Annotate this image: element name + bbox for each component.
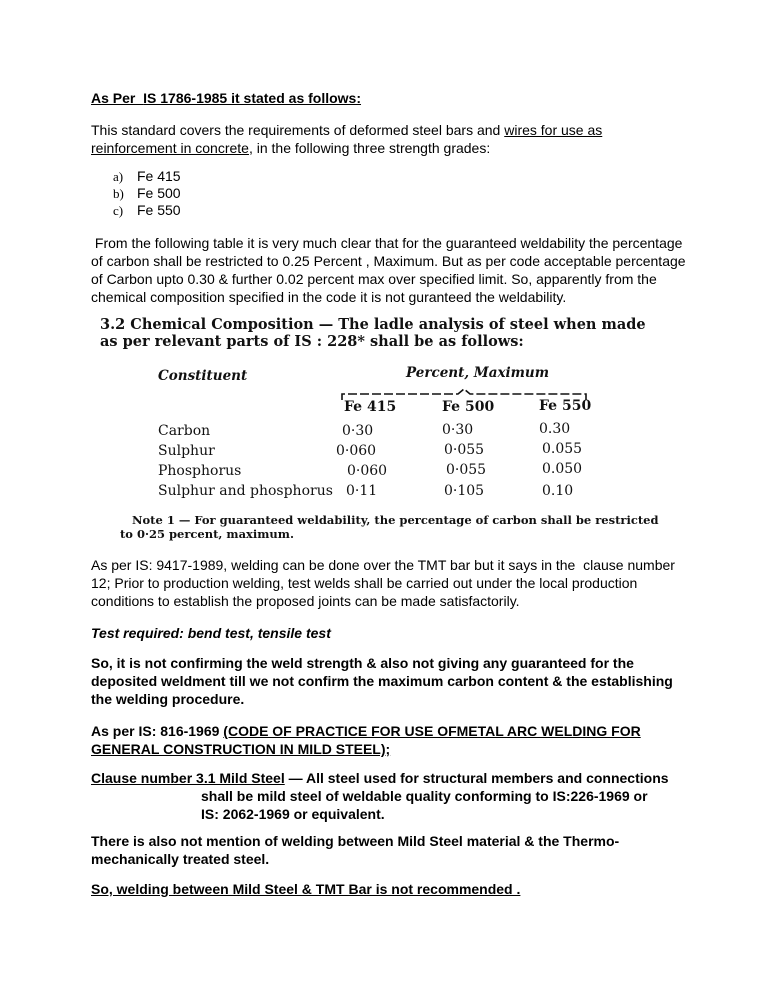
grade-label: Fe 550: [137, 202, 181, 218]
is816-prefix: As per IS: 816-1969: [91, 723, 224, 739]
text-line: conditions to establish the proposed joints can be made satisfactorily.: [91, 593, 520, 609]
intro-paragraph: [91, 121, 711, 157]
column-header-constituent: Constituent: [158, 368, 248, 384]
heading-standard: IS 1786-1985 it stated as follows:: [143, 90, 362, 106]
table-cell: 0·105: [444, 483, 485, 499]
heading-prefix: As Per: [91, 90, 144, 106]
clause-label: Clause number 3.1 Mild Steel: [91, 770, 285, 786]
constituent-name: Carbon: [158, 423, 211, 439]
constituent-name: Phosphorus: [158, 463, 242, 479]
table-cell: 0·060: [336, 443, 377, 459]
table-note: Note 1 — For guaranteed weldability, the percentage of carbon shall be restricted: [132, 513, 659, 527]
list-marker: c): [113, 203, 124, 218]
text-line: There is also not mention of welding between Mild Steel material & the Thermo-: [91, 833, 620, 849]
final-statement: So, welding between Mild Steel & TMT Bar is not recommended .: [91, 881, 521, 897]
list-marker: a): [113, 169, 124, 184]
no-mention-paragraph: [91, 832, 711, 868]
text-line: chemical composition specified in the code it is not guranteed the weldability.: [91, 289, 567, 305]
conclusion-paragraph: [91, 654, 711, 708]
table-cell: 0.050: [542, 461, 583, 477]
text-line: As per IS: 9417-1989, welding can be done over the TMT bar but it says in the clause number: [91, 557, 675, 573]
clause-text-2: shall be mild steel of weldable quality conforming to IS:226-1969 or: [201, 788, 648, 804]
is9417-paragraph: [91, 556, 711, 610]
table-note-line2: to 0·25 percent, maximum.: [120, 527, 294, 541]
text-line: the welding procedure.: [91, 691, 245, 707]
table-cell: 0·11: [346, 483, 378, 499]
table-title-rest: — The ladle analysis of steel when made: [313, 316, 646, 333]
table-title: [100, 316, 646, 334]
clause-text-1: — All steel used for structural members and connections: [284, 770, 669, 786]
intro-link-2: reinforcement in concrete: [91, 140, 249, 156]
constituent-name: Sulphur and phosphorus: [158, 483, 333, 499]
table-cell: 0.30: [539, 421, 571, 437]
intro-text-2: , in the following three strength grades:: [248, 140, 491, 156]
is816-paragraph: [91, 722, 711, 758]
text-line: 12; Prior to production welding, test welds shall be carried out under the local production: [91, 575, 638, 591]
list-item: [113, 202, 181, 219]
text-line: of carbon shall be restricted to 0.25 Percent , Maximum. But as per code acceptable percentage: [91, 253, 686, 269]
clause-paragraph: [91, 769, 711, 823]
table-cell: 0·30: [442, 422, 474, 438]
text-line: mechanically treated steel.: [91, 851, 270, 867]
text-line: deposited weldment till we not confirm the maximum carbon content & the establishing: [91, 673, 673, 689]
clause-text-3: IS: 2062-1969 or equivalent.: [201, 806, 385, 822]
constituent-name: Sulphur: [158, 443, 215, 459]
table-title-number: 3.2 Chemical Composition: [100, 316, 314, 333]
text-line: From the following table it is very much clear that for the guaranteed weldability the percentage: [91, 235, 683, 251]
test-required: Test required: bend test, tensile test: [91, 625, 331, 641]
text-line: of Carbon upto 0.30 & further 0.02 percent max over specified limit. So, apparently from the: [91, 271, 657, 287]
column-header-percent: Percent, Maximum: [406, 365, 550, 381]
grade-label: Fe 415: [137, 168, 181, 184]
table-title-line2: as per relevant parts of IS : 228* shall be as follows:: [100, 333, 524, 350]
text-line: So, it is not confirming the weld strength & also not giving any guaranteed for the: [91, 655, 634, 671]
list-item: [113, 185, 181, 202]
is816-title-line2: GENERAL CONSTRUCTION IN MILD STEEL);: [91, 741, 391, 757]
table-cell: 0·30: [342, 423, 374, 439]
table-cell: 0·055: [444, 442, 485, 458]
list-item: [113, 168, 181, 185]
grade-label: Fe 500: [137, 185, 181, 201]
table-cell: 0·055: [446, 462, 487, 478]
list-marker: b): [113, 186, 124, 201]
table-cell: 0·060: [347, 463, 388, 479]
scanned-composition-table: [96, 316, 659, 541]
grade-header: Fe 550: [539, 398, 592, 414]
intro-link-1: wires for use as: [504, 122, 603, 138]
table-cell: 0.055: [542, 441, 583, 457]
table-cell: 0.10: [542, 483, 574, 499]
is816-title-line1: (CODE OF PRACTICE FOR USE OFMETAL ARC WELDING FOR: [223, 723, 641, 739]
intro-text-1: This standard covers the requirements of deformed steel bars and: [91, 122, 505, 138]
page-heading: [91, 89, 711, 107]
weldability-paragraph: [91, 234, 711, 306]
grade-header: Fe 500: [442, 399, 495, 415]
grade-header: Fe 415: [344, 399, 397, 415]
